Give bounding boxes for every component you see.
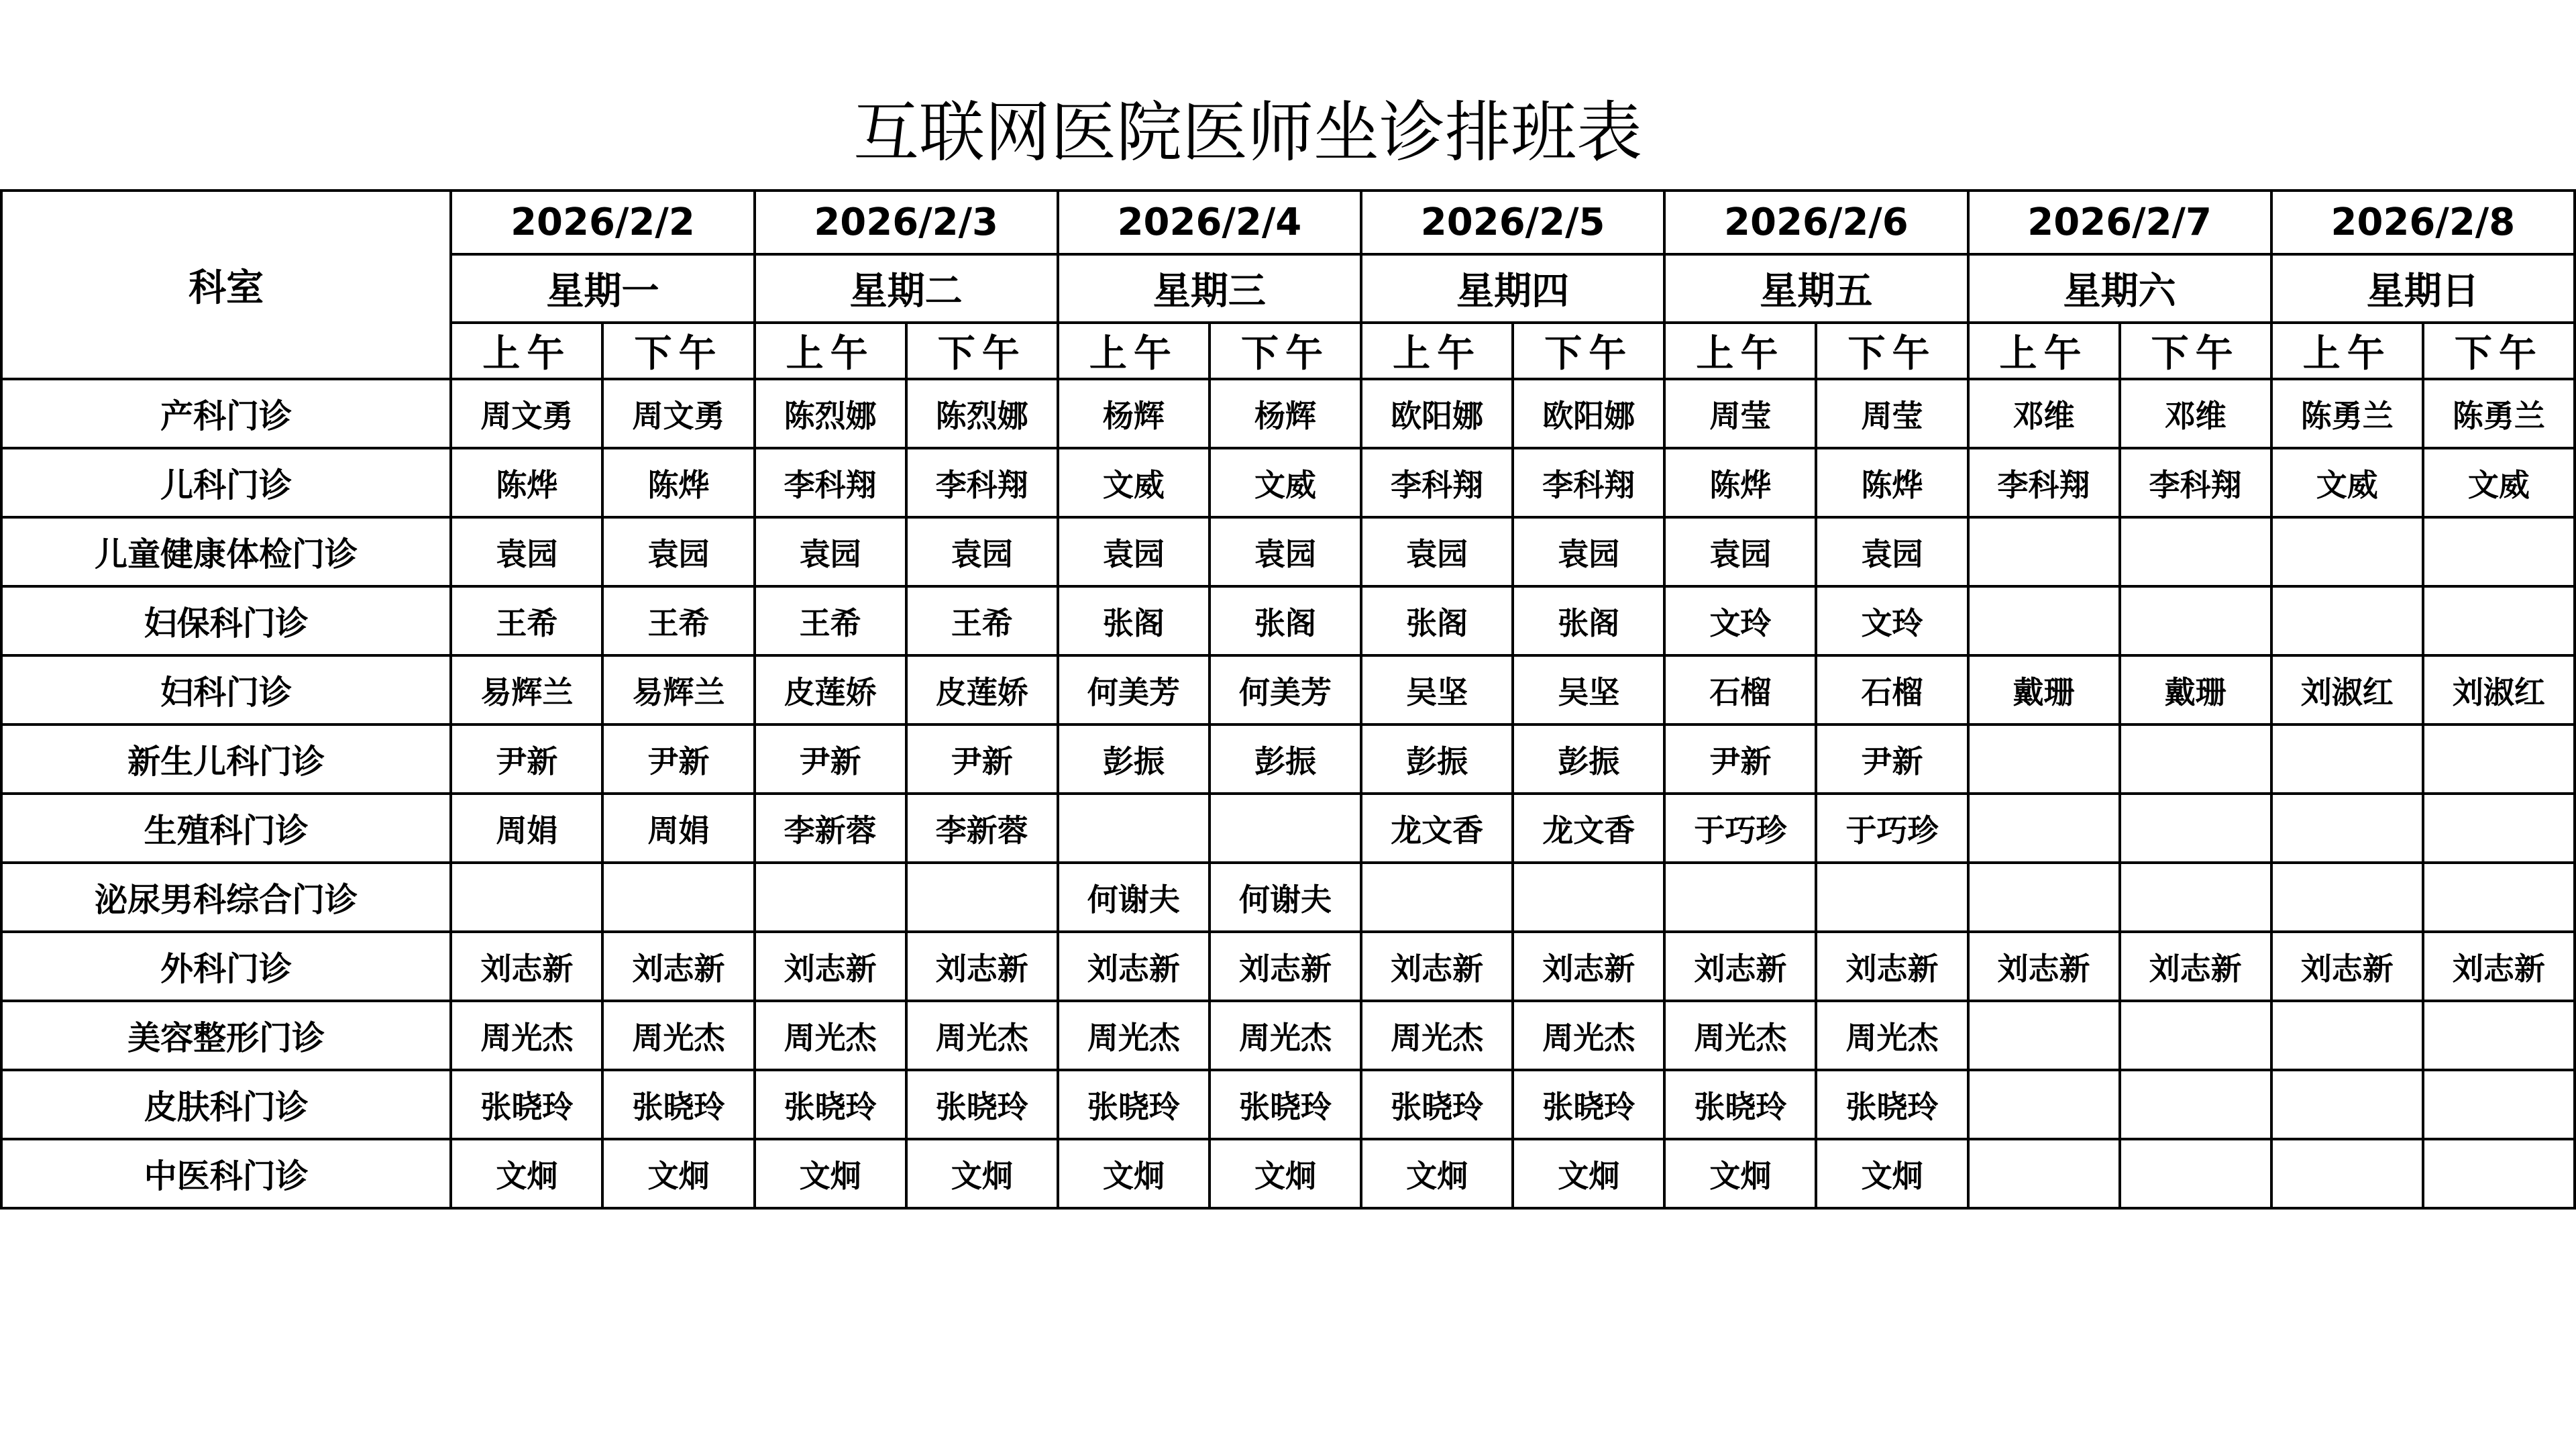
am-doctor-cell: 袁园 <box>755 517 906 586</box>
pm-doctor-cell: 张晓玲 <box>1816 1070 1968 1139</box>
date-header: 2026/2/6 <box>1664 191 1968 254</box>
pm-doctor-cell: 袁园 <box>602 517 754 586</box>
am-doctor-cell: 刘志新 <box>1664 932 1816 1001</box>
pm-doctor-cell <box>2423 586 2575 655</box>
am-doctor-cell: 何谢夫 <box>1058 863 1210 932</box>
pm-doctor-cell: 刘志新 <box>602 932 754 1001</box>
am-session-header: 上午 <box>1361 323 1513 379</box>
am-doctor-cell <box>1968 586 2120 655</box>
dept-cell: 中医科门诊 <box>1 1139 451 1208</box>
am-doctor-cell: 袁园 <box>1058 517 1210 586</box>
pm-doctor-cell: 李新蓉 <box>906 794 1058 863</box>
am-doctor-cell: 刘志新 <box>1968 932 2120 1001</box>
pm-session-header: 下午 <box>1210 323 1361 379</box>
am-doctor-cell: 陈烨 <box>1664 448 1816 517</box>
pm-doctor-cell: 王希 <box>602 586 754 655</box>
am-doctor-cell <box>2271 586 2423 655</box>
am-doctor-cell: 李科翔 <box>1361 448 1513 517</box>
table-row <box>1 586 2575 655</box>
table-row <box>1 932 2575 1001</box>
pm-doctor-cell: 周光杰 <box>906 1001 1058 1070</box>
am-doctor-cell <box>1664 863 1816 932</box>
pm-doctor-cell: 易辉兰 <box>602 655 754 724</box>
pm-doctor-cell: 文威 <box>2423 448 2575 517</box>
pm-doctor-cell <box>2423 1070 2575 1139</box>
pm-doctor-cell <box>2423 863 2575 932</box>
am-doctor-cell: 张晓玲 <box>755 1070 906 1139</box>
am-doctor-cell: 陈勇兰 <box>2271 379 2423 448</box>
pm-doctor-cell: 周娟 <box>602 794 754 863</box>
pm-doctor-cell <box>2120 517 2271 586</box>
am-doctor-cell: 张阁 <box>1361 586 1513 655</box>
am-session-header: 上午 <box>2271 323 2423 379</box>
am-doctor-cell: 彭振 <box>1058 724 1210 794</box>
pm-doctor-cell: 何谢夫 <box>1210 863 1361 932</box>
pm-doctor-cell: 陈烨 <box>602 448 754 517</box>
pm-session-header: 下午 <box>1513 323 1664 379</box>
pm-doctor-cell: 张晓玲 <box>1513 1070 1664 1139</box>
pm-doctor-cell: 戴珊 <box>2120 655 2271 724</box>
pm-doctor-cell: 刘淑红 <box>2423 655 2575 724</box>
pm-doctor-cell: 张晓玲 <box>906 1070 1058 1139</box>
date-header-row <box>1 191 2575 254</box>
pm-doctor-cell: 石榴 <box>1816 655 1968 724</box>
pm-doctor-cell: 袁园 <box>906 517 1058 586</box>
am-doctor-cell: 欧阳娜 <box>1361 379 1513 448</box>
pm-doctor-cell: 袁园 <box>1513 517 1664 586</box>
am-doctor-cell: 王希 <box>755 586 906 655</box>
weekday-header: 星期二 <box>755 254 1058 323</box>
am-doctor-cell: 何美芳 <box>1058 655 1210 724</box>
pm-doctor-cell: 文威 <box>1210 448 1361 517</box>
table-row <box>1 794 2575 863</box>
am-doctor-cell: 张晓玲 <box>1361 1070 1513 1139</box>
pm-doctor-cell: 龙文香 <box>1513 794 1664 863</box>
am-doctor-cell: 文炯 <box>1664 1139 1816 1208</box>
am-doctor-cell <box>451 863 602 932</box>
am-doctor-cell: 刘志新 <box>1058 932 1210 1001</box>
dept-cell: 泌尿男科综合门诊 <box>1 863 451 932</box>
pm-doctor-cell: 张晓玲 <box>602 1070 754 1139</box>
table-row <box>1 863 2575 932</box>
pm-doctor-cell <box>906 863 1058 932</box>
am-doctor-cell: 周文勇 <box>451 379 602 448</box>
am-doctor-cell: 邓维 <box>1968 379 2120 448</box>
pm-doctor-cell: 文炯 <box>1816 1139 1968 1208</box>
am-doctor-cell: 袁园 <box>1664 517 1816 586</box>
date-header: 2026/2/7 <box>1968 191 2271 254</box>
pm-doctor-cell: 李科翔 <box>1513 448 1664 517</box>
am-doctor-cell: 龙文香 <box>1361 794 1513 863</box>
pm-doctor-cell <box>2120 1070 2271 1139</box>
am-doctor-cell: 文炯 <box>1058 1139 1210 1208</box>
pm-doctor-cell: 李科翔 <box>2120 448 2271 517</box>
am-doctor-cell <box>2271 794 2423 863</box>
pm-doctor-cell: 于巧珍 <box>1816 794 1968 863</box>
pm-doctor-cell: 周光杰 <box>602 1001 754 1070</box>
pm-doctor-cell: 陈烈娜 <box>906 379 1058 448</box>
pm-doctor-cell: 周文勇 <box>602 379 754 448</box>
dept-cell: 外科门诊 <box>1 932 451 1001</box>
am-doctor-cell: 文炯 <box>1361 1139 1513 1208</box>
am-doctor-cell <box>2271 1139 2423 1208</box>
table-row <box>1 379 2575 448</box>
am-doctor-cell: 周光杰 <box>451 1001 602 1070</box>
am-doctor-cell: 文炯 <box>451 1139 602 1208</box>
pm-doctor-cell: 吴坚 <box>1513 655 1664 724</box>
pm-doctor-cell <box>2423 517 2575 586</box>
am-doctor-cell: 李科翔 <box>755 448 906 517</box>
table-row <box>1 448 2575 517</box>
pm-doctor-cell: 周光杰 <box>1513 1001 1664 1070</box>
am-doctor-cell: 皮莲娇 <box>755 655 906 724</box>
am-doctor-cell: 刘志新 <box>451 932 602 1001</box>
am-doctor-cell <box>1968 863 2120 932</box>
am-doctor-cell <box>755 863 906 932</box>
dept-cell: 美容整形门诊 <box>1 1001 451 1070</box>
pm-doctor-cell <box>2423 1001 2575 1070</box>
weekday-header: 星期四 <box>1361 254 1664 323</box>
pm-doctor-cell: 张阁 <box>1513 586 1664 655</box>
date-header: 2026/2/5 <box>1361 191 1664 254</box>
dept-column-header: 科室 <box>1 191 451 379</box>
pm-doctor-cell: 周光杰 <box>1816 1001 1968 1070</box>
am-doctor-cell <box>1968 1001 2120 1070</box>
am-doctor-cell: 周光杰 <box>1664 1001 1816 1070</box>
pm-doctor-cell <box>2120 586 2271 655</box>
pm-session-header: 下午 <box>1816 323 1968 379</box>
pm-doctor-cell <box>2423 724 2575 794</box>
pm-doctor-cell: 刘志新 <box>906 932 1058 1001</box>
am-doctor-cell: 尹新 <box>451 724 602 794</box>
am-doctor-cell: 陈烈娜 <box>755 379 906 448</box>
am-doctor-cell: 李科翔 <box>1968 448 2120 517</box>
table-row <box>1 724 2575 794</box>
pm-doctor-cell: 刘志新 <box>1210 932 1361 1001</box>
am-doctor-cell <box>1968 1139 2120 1208</box>
weekday-header: 星期日 <box>2271 254 2575 323</box>
am-doctor-cell: 张阁 <box>1058 586 1210 655</box>
pm-doctor-cell: 周光杰 <box>1210 1001 1361 1070</box>
pm-doctor-cell: 陈烨 <box>1816 448 1968 517</box>
am-doctor-cell: 袁园 <box>1361 517 1513 586</box>
am-doctor-cell: 文威 <box>1058 448 1210 517</box>
pm-doctor-cell: 彭振 <box>1513 724 1664 794</box>
dept-cell: 皮肤科门诊 <box>1 1070 451 1139</box>
pm-doctor-cell: 张晓玲 <box>1210 1070 1361 1139</box>
pm-doctor-cell: 文炯 <box>1513 1139 1664 1208</box>
am-doctor-cell: 周光杰 <box>1361 1001 1513 1070</box>
dept-cell: 儿童健康体检门诊 <box>1 517 451 586</box>
am-session-header: 上午 <box>451 323 602 379</box>
am-doctor-cell: 周娟 <box>451 794 602 863</box>
am-session-header: 上午 <box>1058 323 1210 379</box>
schedule-table <box>0 189 2576 1210</box>
am-doctor-cell: 彭振 <box>1361 724 1513 794</box>
am-doctor-cell: 于巧珍 <box>1664 794 1816 863</box>
pm-doctor-cell: 袁园 <box>1210 517 1361 586</box>
pm-doctor-cell: 刘志新 <box>1513 932 1664 1001</box>
dept-cell: 新生儿科门诊 <box>1 724 451 794</box>
am-doctor-cell: 尹新 <box>1664 724 1816 794</box>
pm-doctor-cell <box>1513 863 1664 932</box>
am-doctor-cell: 尹新 <box>755 724 906 794</box>
dept-cell: 儿科门诊 <box>1 448 451 517</box>
pm-doctor-cell <box>2120 724 2271 794</box>
am-doctor-cell: 李新蓉 <box>755 794 906 863</box>
weekday-header: 星期六 <box>1968 254 2271 323</box>
weekday-header: 星期一 <box>451 254 754 323</box>
am-doctor-cell: 文玲 <box>1664 586 1816 655</box>
am-doctor-cell: 陈烨 <box>451 448 602 517</box>
am-session-header: 上午 <box>755 323 906 379</box>
pm-doctor-cell: 尹新 <box>1816 724 1968 794</box>
pm-doctor-cell <box>2423 794 2575 863</box>
am-doctor-cell: 周光杰 <box>755 1001 906 1070</box>
am-doctor-cell <box>1968 724 2120 794</box>
pm-doctor-cell: 邓维 <box>2120 379 2271 448</box>
am-doctor-cell: 袁园 <box>451 517 602 586</box>
pm-doctor-cell: 文炯 <box>906 1139 1058 1208</box>
am-doctor-cell: 刘志新 <box>1361 932 1513 1001</box>
date-header: 2026/2/3 <box>755 191 1058 254</box>
am-doctor-cell: 石榴 <box>1664 655 1816 724</box>
pm-doctor-cell <box>1210 794 1361 863</box>
pm-doctor-cell <box>2120 863 2271 932</box>
am-doctor-cell <box>2271 1001 2423 1070</box>
am-doctor-cell: 文威 <box>2271 448 2423 517</box>
dept-cell: 妇科门诊 <box>1 655 451 724</box>
pm-doctor-cell: 刘志新 <box>1816 932 1968 1001</box>
pm-doctor-cell: 文炯 <box>1210 1139 1361 1208</box>
table-row <box>1 1139 2575 1208</box>
pm-doctor-cell: 袁园 <box>1816 517 1968 586</box>
am-doctor-cell <box>2271 1070 2423 1139</box>
pm-session-header: 下午 <box>602 323 754 379</box>
pm-doctor-cell: 周莹 <box>1816 379 1968 448</box>
pm-doctor-cell: 张阁 <box>1210 586 1361 655</box>
am-doctor-cell: 张晓玲 <box>1058 1070 1210 1139</box>
pm-doctor-cell <box>602 863 754 932</box>
am-doctor-cell: 刘志新 <box>2271 932 2423 1001</box>
pm-doctor-cell: 王希 <box>906 586 1058 655</box>
pm-doctor-cell: 尹新 <box>602 724 754 794</box>
pm-doctor-cell: 欧阳娜 <box>1513 379 1664 448</box>
am-doctor-cell <box>1968 1070 2120 1139</box>
pm-doctor-cell: 何美芳 <box>1210 655 1361 724</box>
am-doctor-cell: 张晓玲 <box>451 1070 602 1139</box>
table-row <box>1 1070 2575 1139</box>
table-row <box>1 517 2575 586</box>
am-session-header: 上午 <box>1664 323 1816 379</box>
pm-doctor-cell <box>2423 1139 2575 1208</box>
am-doctor-cell: 周光杰 <box>1058 1001 1210 1070</box>
table-row <box>1 1001 2575 1070</box>
am-doctor-cell: 刘淑红 <box>2271 655 2423 724</box>
am-doctor-cell: 周莹 <box>1664 379 1816 448</box>
am-doctor-cell <box>2271 724 2423 794</box>
am-doctor-cell <box>1058 794 1210 863</box>
am-doctor-cell: 张晓玲 <box>1664 1070 1816 1139</box>
dept-cell: 妇保科门诊 <box>1 586 451 655</box>
pm-doctor-cell: 刘志新 <box>2423 932 2575 1001</box>
pm-doctor-cell: 彭振 <box>1210 724 1361 794</box>
date-header: 2026/2/2 <box>451 191 754 254</box>
date-header: 2026/2/4 <box>1058 191 1361 254</box>
pm-doctor-cell: 李科翔 <box>906 448 1058 517</box>
dept-cell: 生殖科门诊 <box>1 794 451 863</box>
pm-doctor-cell <box>1816 863 1968 932</box>
am-doctor-cell: 王希 <box>451 586 602 655</box>
pm-doctor-cell: 文炯 <box>602 1139 754 1208</box>
date-header: 2026/2/8 <box>2271 191 2575 254</box>
am-doctor-cell <box>1968 794 2120 863</box>
pm-doctor-cell <box>2120 1139 2271 1208</box>
am-doctor-cell: 易辉兰 <box>451 655 602 724</box>
schedule-body <box>1 379 2575 1208</box>
pm-doctor-cell <box>2120 1001 2271 1070</box>
pm-doctor-cell: 文玲 <box>1816 586 1968 655</box>
pm-session-header: 下午 <box>2120 323 2271 379</box>
am-doctor-cell <box>2271 517 2423 586</box>
pm-session-header: 下午 <box>906 323 1058 379</box>
am-doctor-cell: 戴珊 <box>1968 655 2120 724</box>
pm-doctor-cell: 尹新 <box>906 724 1058 794</box>
page-title: 互联网医院医师坐诊排班表 <box>853 95 1642 171</box>
am-doctor-cell <box>1968 517 2120 586</box>
table-row <box>1 655 2575 724</box>
pm-doctor-cell: 皮莲娇 <box>906 655 1058 724</box>
am-session-header: 上午 <box>1968 323 2120 379</box>
am-doctor-cell: 文炯 <box>755 1139 906 1208</box>
am-doctor-cell <box>2271 863 2423 932</box>
am-doctor-cell <box>1361 863 1513 932</box>
pm-doctor-cell: 刘志新 <box>2120 932 2271 1001</box>
am-doctor-cell: 刘志新 <box>755 932 906 1001</box>
pm-session-header: 下午 <box>2423 323 2575 379</box>
weekday-header: 星期三 <box>1058 254 1361 323</box>
pm-doctor-cell: 陈勇兰 <box>2423 379 2575 448</box>
pm-doctor-cell <box>2120 794 2271 863</box>
dept-cell: 产科门诊 <box>1 379 451 448</box>
weekday-header: 星期五 <box>1664 254 1968 323</box>
am-doctor-cell: 吴坚 <box>1361 655 1513 724</box>
am-doctor-cell: 杨辉 <box>1058 379 1210 448</box>
pm-doctor-cell: 杨辉 <box>1210 379 1361 448</box>
